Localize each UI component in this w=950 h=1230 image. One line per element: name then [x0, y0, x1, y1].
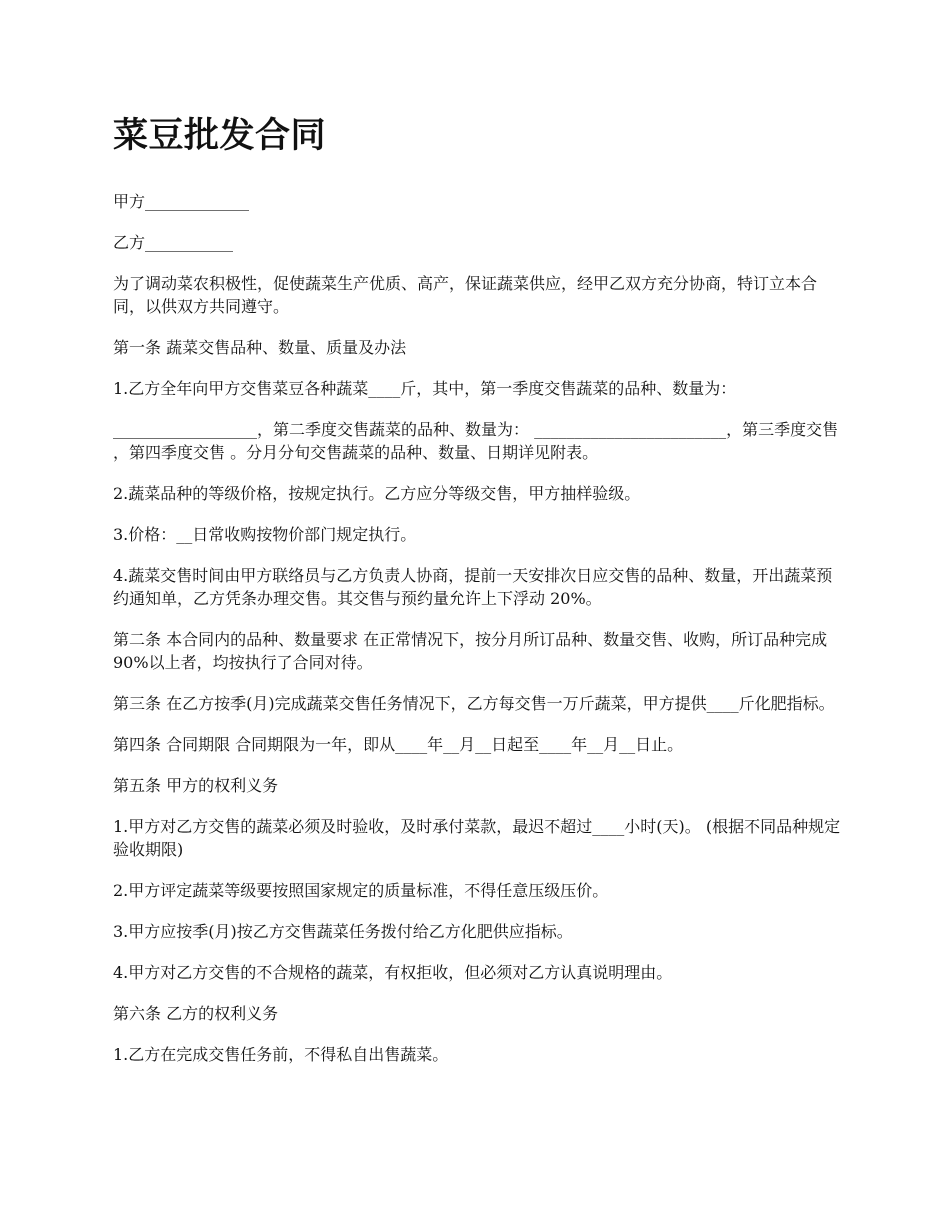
article-1-heading: 第一条 蔬菜交售品种、数量、质量及办法 [113, 338, 407, 357]
article-5-heading: 第五条 甲方的权利义务 [113, 776, 279, 795]
article-5-item-4: 4.甲方对乙方交售的不合规格的蔬菜，有权拒收，但必须对乙方认真说明理由。 [113, 963, 673, 982]
article-5-item-2: 2.甲方评定蔬菜等级要按照国家规定的质量标准，不得任意压级压价。 [113, 881, 609, 900]
article-1-item-3: 3.价格：__日常收购按物价部门规定执行。 [113, 525, 417, 544]
document-title: 菜豆批发合同 [113, 115, 327, 156]
party-b-line: 乙方___________ [113, 233, 234, 252]
article-6-item-1: 1.乙方在完成交售任务前，不得私自出售蔬菜。 [113, 1045, 449, 1064]
article-1-item-4: 4.蔬菜交售时间由甲方联络员与乙方负责人协商，提前一天安排次日应交售的品种、数量，开出蔬菜预约通知单，乙方凭条办理交售。其交售与预约量允许上下浮动 20%。 [113, 566, 833, 608]
article-1-item-1: 1.乙方全年向甲方交售菜豆各种蔬菜____斤，其中，第一季度交售蔬菜的品种、数量为： [113, 379, 737, 398]
preamble-paragraph: 为了调动菜农积极性，促使蔬菜生产优质、高产，保证蔬菜供应，经甲乙双方充分协商，特订立本合同，以供双方共同遵守。 [113, 274, 818, 316]
document-page [113, 110, 841, 1084]
article-5-item-1: 1.甲方对乙方交售的蔬菜必须及时验收，及时承付菜款，最迟不超过____小时(天)。 (根据不同品种规定验收期限) [113, 817, 841, 859]
article-1-item-2: 2.蔬菜品种的等级价格，按规定执行。乙方应分等级交售，甲方抽样验级。 [113, 484, 641, 503]
article-4-paragraph: 第四条 合同期限 合同期限为一年，即从____年__月__日起至____年__月__日止。 [113, 735, 684, 754]
article-3-paragraph: 第三条 在乙方按季(月)完成蔬菜交售任务情况下，乙方每交售一万斤蔬菜，甲方提供____斤化肥指标。 [113, 694, 835, 713]
article-6-heading: 第六条 乙方的权利义务 [113, 1004, 279, 1023]
article-5-item-3: 3.甲方应按季(月)按乙方交售蔬菜任务拨付给乙方化肥供应指标。 [113, 922, 573, 941]
article-1-item-1-continued: __________________，第二季度交售蔬菜的品种、数量为： ________________________，第三季度交售 ，第四季度交售 。分月分旬交售蔬菜的品种、数量、日期详见附表。 [113, 420, 839, 462]
party-a-line: 甲方_____________ [113, 192, 250, 211]
article-2-paragraph: 第二条 本合同内的品种、数量要求 在正常情况下，按分月所订品种、数量交售、收购，所订品种完成 90%以上者，均按执行了合同对待。 [113, 630, 828, 672]
